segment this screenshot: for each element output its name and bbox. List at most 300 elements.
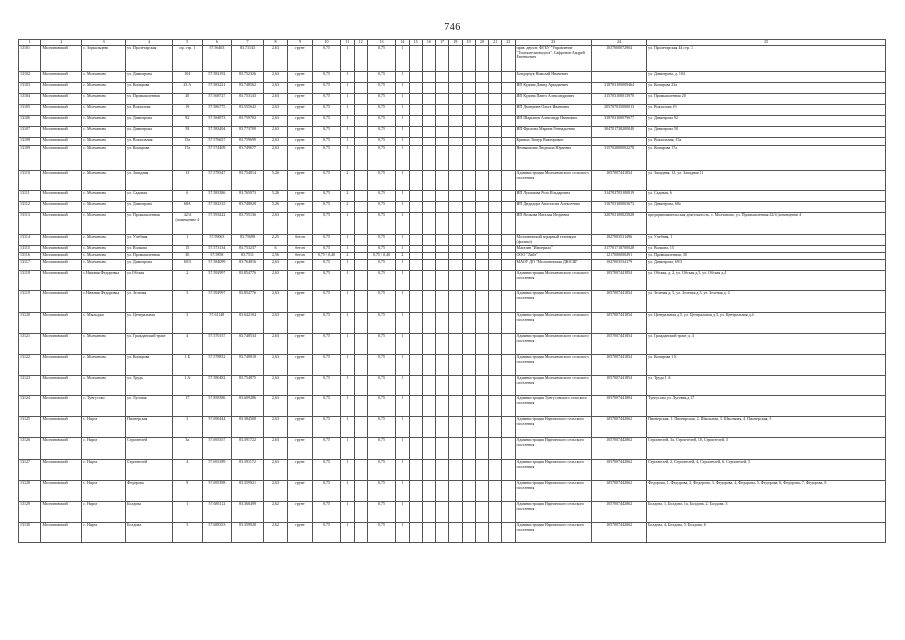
table-cell: 1 (341, 116, 354, 127)
table-cell (462, 376, 475, 396)
table-cell (449, 171, 462, 191)
table-cell (449, 438, 462, 460)
table-cell: 13 (173, 171, 203, 191)
table-cell: 0,75 (312, 260, 341, 271)
table-cell (436, 481, 449, 502)
table-cell (462, 83, 475, 94)
table-cell: 0,75 (312, 171, 341, 191)
table-cell: Администрация Молчановского сельского поселения (515, 291, 592, 313)
table-cell: 315703100013970 (592, 94, 647, 105)
table-cell (436, 146, 449, 171)
table-cell: 5 (173, 523, 203, 543)
table-cell: Администрация Наргинского сельского поселения (515, 460, 592, 481)
table-cell: 57.592997 (202, 291, 232, 313)
table-cell: 57.592997 (202, 271, 232, 291)
table-cell: 1 (396, 105, 409, 116)
table-cell (449, 246, 462, 253)
table-cell: с. Нарга (82, 502, 126, 523)
table-cell: 57.583386 (202, 191, 232, 202)
table-cell (502, 417, 515, 438)
table-cell: 57.586775 (202, 105, 232, 116)
table-cell (502, 481, 515, 502)
table-row (19, 94, 886, 105)
table-row (19, 502, 886, 523)
table-cell (475, 213, 488, 235)
table-cell (475, 460, 488, 481)
table-cell (475, 138, 488, 146)
table-cell: грунт (288, 260, 312, 271)
table-cell: ул. Комарова (126, 146, 173, 171)
column-number-15: 15 (409, 40, 422, 46)
table-cell (489, 213, 502, 235)
table-cell: Тунгусово ул. Луговая,д.17 (647, 396, 886, 417)
table-cell (502, 46, 515, 72)
table-cell: ул. Димитрова (126, 116, 173, 127)
table-cell: Администрация Наргинского сельского поселения (515, 523, 592, 543)
table-cell (475, 72, 488, 83)
table-cell (475, 94, 488, 105)
table-cell: ул. Вокзалова (126, 105, 173, 116)
table-cell (436, 396, 449, 417)
table-cell: Кривых Тимур Викторович (515, 138, 592, 146)
table-cell: Молчановский (41, 313, 82, 334)
table-cell (502, 105, 515, 116)
table-cell: Молчановский (41, 246, 82, 253)
table-cell (449, 481, 462, 502)
table-cell (354, 246, 367, 253)
table-cell (436, 235, 449, 246)
table-cell: 1 (396, 291, 409, 313)
table-cell (502, 116, 515, 127)
table-cell (489, 523, 502, 543)
table-cell: 304701738200040 (592, 127, 647, 138)
table-cell (502, 396, 515, 417)
table-cell (422, 396, 435, 417)
table-cell: 57.695357 (202, 438, 232, 460)
table-row (19, 116, 886, 127)
table-cell: 83.609286 (232, 396, 264, 417)
table-cell (422, 260, 435, 271)
table-cell: Болдова (126, 523, 173, 543)
table-cell (462, 481, 475, 502)
table-cell: грунт (288, 72, 312, 83)
table-row (19, 146, 886, 171)
table-cell: ул. Западная, 13, ул. Западная 11 (647, 171, 886, 191)
table-cell: 1 (396, 127, 409, 138)
table-cell (462, 246, 475, 253)
column-number-19: 19 (462, 40, 475, 46)
table-cell: 83.752326 (232, 72, 264, 83)
table-cell (502, 146, 515, 171)
table-cell: 23 А (173, 83, 203, 94)
table-cell: ИП Кудина Павел Александрович (515, 94, 592, 105)
table-cell: 1 (341, 313, 354, 334)
table-cell: 1 (396, 334, 409, 355)
table-cell (489, 72, 502, 83)
table-cell: 2,63 (263, 271, 287, 291)
table-cell (449, 460, 462, 481)
table-cell: 83.753143 (232, 94, 264, 105)
table-cell: 13121 (19, 334, 41, 355)
table-cell: 83.759699 (232, 138, 264, 146)
table-cell (422, 313, 435, 334)
column-number-25: 25 (647, 40, 886, 46)
table-cell: 83.7511 (232, 253, 264, 260)
table-cell: 1 (396, 246, 409, 253)
table-cell: Пионерская, 1. Пионерская, 2. Школьная, 3. Школьная, 4. Пионерская, 5 (647, 417, 886, 438)
table-cell (489, 105, 502, 116)
table-cell: 2,62 (263, 502, 287, 523)
table-cell (462, 291, 475, 313)
table-cell (462, 355, 475, 376)
table-cell (409, 171, 422, 191)
column-number-14: 14 (396, 40, 409, 46)
table-cell: 2,56 (263, 253, 287, 260)
table-cell: ул. Зеленая (126, 291, 173, 313)
table-cell (449, 116, 462, 127)
table-cell (409, 191, 422, 202)
table-cell: прав. двухэт. ФГБУ "Управление "Томскмелиоводхоз". Сафронов Андрей Евгеньевич (515, 46, 592, 72)
table-cell: 2,63 (263, 481, 287, 502)
table-cell: 83.759702 (232, 116, 264, 127)
table-cell: ИП Дидидора Анастасия Алексеевна (515, 202, 592, 213)
table-cell: 0,75 (312, 438, 341, 460)
table-cell (354, 253, 367, 260)
table-cell: 57.576657 (202, 138, 232, 146)
table-cell: 57.685112 (202, 502, 232, 523)
table-cell (489, 138, 502, 146)
table-row (19, 417, 886, 438)
table-cell: Молчановский (41, 396, 82, 417)
table-cell: 42/4 (помещение 4 (173, 213, 203, 235)
table-cell (436, 72, 449, 83)
table-cell: ул. Зеленая д. 5, ул. Зеленая д.3, ул. Зеленая д. 4 (647, 291, 886, 313)
table-cell (422, 146, 435, 171)
column-number-8: 8 (263, 40, 287, 46)
table-cell: 315702800002278 (592, 146, 647, 171)
table-row (19, 213, 886, 235)
table-cell (489, 334, 502, 355)
table-cell: 1 (396, 213, 409, 235)
table-cell: 2,63 (263, 213, 287, 235)
table-cell: 57.574409 (202, 146, 232, 171)
table-cell: 0,75 (367, 94, 396, 105)
table-cell: 83.748028 (232, 202, 264, 213)
table-cell: 0,75 (312, 271, 341, 291)
table-cell (475, 355, 488, 376)
table-cell (489, 271, 502, 291)
table-cell (449, 191, 462, 202)
table-cell: бетон (288, 235, 312, 246)
table-row (19, 355, 886, 376)
table-cell (502, 334, 515, 355)
table-cell (409, 127, 422, 138)
table-cell (462, 417, 475, 438)
table-cell: 1 А (173, 376, 203, 396)
table-cell: грунт (288, 138, 312, 146)
table-cell: 2 (173, 271, 203, 291)
table-cell: 1057007441854 (592, 171, 647, 191)
table-cell: 83.773709 (232, 127, 264, 138)
table-cell (502, 313, 515, 334)
table-cell (436, 438, 449, 460)
table-cell (354, 127, 367, 138)
table-row (19, 376, 886, 396)
table-cell (436, 191, 449, 202)
table-cell (489, 202, 502, 213)
table-cell: ул. Волкова (126, 246, 173, 253)
table-row (19, 481, 886, 502)
column-number-17: 17 (436, 40, 449, 46)
table-cell (409, 72, 422, 83)
table-cell: с. Молчаново (82, 213, 126, 235)
table-cell: 0,75 (312, 291, 341, 313)
table-cell: ул. Димитрова (126, 202, 173, 213)
table-cell: ул. Садовая, 6 (647, 191, 886, 202)
table-cell (354, 334, 367, 355)
table-cell: с. Молчаново (82, 334, 126, 355)
table-cell (462, 138, 475, 146)
table-cell (409, 46, 422, 72)
column-number-1: 1 (19, 40, 41, 46)
table-cell (422, 355, 435, 376)
table-cell (475, 502, 488, 523)
table-cell: 4 (173, 334, 203, 355)
table-cell: 1 (396, 376, 409, 396)
table-cell (436, 127, 449, 138)
table-cell: ул. Учебная (126, 235, 173, 246)
table-cell (422, 235, 435, 246)
table-row (19, 460, 886, 481)
table-cell (409, 260, 422, 271)
table-cell: 5 (173, 417, 203, 438)
table-cell (449, 105, 462, 116)
table-cell (502, 460, 515, 481)
table-cell: 0,75 (367, 235, 396, 246)
table-cell (462, 334, 475, 355)
table-cell (475, 481, 488, 502)
table-cell: грунт (288, 146, 312, 171)
table-cell: 0,75 (367, 213, 396, 235)
column-number-7: 7 (232, 40, 264, 46)
table-cell (475, 127, 488, 138)
table-cell: Молчановский (41, 72, 82, 83)
table-cell: 0,75 (312, 46, 341, 72)
table-cell (489, 260, 502, 271)
table-cell (475, 202, 488, 213)
table-cell: 83.748534 (232, 334, 264, 355)
table-cell: 320703100025828 (592, 213, 647, 235)
table-cell: 1 (396, 191, 409, 202)
table-cell: с. Тунгусово (82, 396, 126, 417)
table-cell: Молчановский аграрный техникум (филиал) (515, 235, 592, 246)
table-cell: 5,26 (263, 191, 287, 202)
table-cell: 0,75 / 0,40 (367, 253, 396, 260)
table-cell: пр. стр. 1 (173, 46, 203, 72)
table-cell: 0,75 (367, 271, 396, 291)
table-cell: 58 (173, 127, 203, 138)
table-cell (409, 83, 422, 94)
table-cell (354, 291, 367, 313)
table-cell: ул. Пролетарская 44 стр. 1 (647, 46, 886, 72)
table-cell: 57.584099 (202, 260, 232, 271)
table-cell: 13104 (19, 94, 41, 105)
table-cell: Молчановский (41, 116, 82, 127)
table-cell: 2,63 (263, 146, 287, 171)
table-cell: 83.854776 (232, 271, 264, 291)
table-cell (449, 138, 462, 146)
table-cell: 0,75 (312, 116, 341, 127)
table-cell: 13124 (19, 396, 41, 417)
table-cell: 2,63 (263, 313, 287, 334)
table-cell (409, 460, 422, 481)
table-cell: ИП Дмитриев Ольга Ивановна (515, 105, 592, 116)
table-cell: 69/3 (173, 260, 203, 271)
table-cell (449, 94, 462, 105)
table-cell (462, 191, 475, 202)
table-cell (489, 313, 502, 334)
table-cell: 0,75 (367, 417, 396, 438)
table-cell: 13114 (19, 235, 41, 246)
table-cell (489, 146, 502, 171)
table-cell: 318703100009464 (592, 83, 647, 94)
table-cell: бетон (288, 253, 312, 260)
table-cell: 0,75 (367, 116, 396, 127)
table-cell: Федорова (126, 481, 173, 502)
table-cell (422, 191, 435, 202)
table-cell: 0,75 (367, 313, 396, 334)
table-cell (436, 334, 449, 355)
table-cell: 2,63 (263, 138, 287, 146)
table-cell: ул. Пролетарская (126, 46, 173, 72)
table-cell: 2,63 (263, 72, 287, 83)
table-cell: 13103 (19, 83, 41, 94)
table-cell: 1 Б (173, 355, 203, 376)
table-cell: 2,63 (263, 260, 287, 271)
table-cell: 2,63 (263, 127, 287, 138)
table-cell: 13116 (19, 253, 41, 260)
table-cell (462, 460, 475, 481)
table-cell: ул. Промышленная 20 (647, 94, 886, 105)
table-cell: 1027003531496 (592, 235, 647, 246)
table-cell: 314703703100019 (592, 191, 647, 202)
table-cell: ИП Кудина Давид Аркадьевич (515, 83, 592, 94)
column-number-11: 11 (341, 40, 354, 46)
table-cell: 19 (173, 105, 203, 116)
table-cell: грунт (288, 83, 312, 94)
table-cell: Администрация Молчановского сельского поселения (515, 355, 592, 376)
table-cell: 1 (396, 72, 409, 83)
table-cell: 2,62 (263, 523, 287, 543)
table-cell: 83.642104 (232, 313, 264, 334)
table-cell: Строителей, 3а, Строителей, 10, Строителей, 3 (647, 438, 886, 460)
table-row (19, 523, 886, 543)
table-cell: Строителей, 2, Строителей, 4, Строителей, 6. Строителей, 5 (647, 460, 886, 481)
table-row (19, 313, 886, 334)
table-cell: Молчановский (41, 355, 82, 376)
table-cell: 1 (396, 116, 409, 127)
table-cell (475, 105, 488, 116)
table-cell: Молчановский (41, 202, 82, 213)
table-cell: Администрация Наргинского сельского поселения (515, 502, 592, 523)
table-cell (409, 116, 422, 127)
table-cell: 13101 (19, 46, 41, 72)
table-cell: 1057007441854 (592, 334, 647, 355)
table-cell: 2,63 (263, 105, 287, 116)
table-row (19, 105, 886, 116)
table-cell: с. Молчаново (82, 171, 126, 191)
table-cell: 5 (173, 313, 203, 334)
table-cell: 1057007441854 (592, 271, 647, 291)
table-cell: 15 (173, 246, 203, 253)
table-cell (502, 202, 515, 213)
table-cell: 83.73143 (232, 46, 264, 72)
table-cell: 1 (341, 127, 354, 138)
table-cell (354, 355, 367, 376)
table-cell: 1057007441854 (592, 291, 647, 313)
table-cell: Строителей (126, 460, 173, 481)
table-cell (422, 417, 435, 438)
table-cell: Молчановский (41, 460, 82, 481)
table-cell: 83.748018 (232, 355, 264, 376)
table-cell: грунт (288, 127, 312, 138)
table-cell: ул. Комарова 23а (647, 83, 886, 94)
table-cell (489, 94, 502, 105)
table-cell: ул. Садовая (126, 191, 173, 202)
table-cell: с. Молчаново (82, 260, 126, 271)
table-cell: 0,75 (367, 202, 396, 213)
table-cell: 0,75 (312, 72, 341, 83)
table-cell (422, 138, 435, 146)
table-cell: 83.384508 (232, 417, 264, 438)
table-cell (354, 94, 367, 105)
table-cell: 1057007441804 (592, 396, 647, 417)
table-cell (436, 105, 449, 116)
table-cell: 1 (341, 246, 354, 253)
table-cell (422, 127, 435, 138)
table-cell (489, 355, 502, 376)
table-cell: 13108 (19, 138, 41, 146)
table-cell: ул. Западная (126, 171, 173, 191)
table-cell: с. Нарга (82, 438, 126, 460)
table-cell (475, 46, 488, 72)
table-cell (449, 376, 462, 396)
table-cell (422, 291, 435, 313)
table-cell (449, 146, 462, 171)
table-cell: ул. Димитрова, 69/3 (647, 260, 886, 271)
table-cell (462, 202, 475, 213)
table-cell: 57.696444 (202, 417, 232, 438)
table-cell: 13102 (19, 72, 41, 83)
table-cell: 0,75 (312, 376, 341, 396)
table-cell: Болдова, 4, Болдова, 5. Болдова, 6 (647, 523, 886, 543)
table-cell: Молчановский (41, 291, 82, 313)
table-cell (475, 235, 488, 246)
table-row (19, 396, 886, 417)
table-cell: 1 (396, 46, 409, 72)
table-cell (422, 116, 435, 127)
table-cell: ул. Вокзалова 19 (647, 105, 886, 116)
table-cell: 0,75 (312, 83, 341, 94)
table-cell: 2,63 (263, 291, 287, 313)
table-cell: грунт (288, 502, 312, 523)
table-cell (354, 171, 367, 191)
table-cell (475, 171, 488, 191)
table-cell: ул. Комарова 17а (647, 146, 886, 171)
table-cell: 0,75 / 0,40 (312, 253, 341, 260)
table-cell (502, 127, 515, 138)
table-cell: 0,75 (312, 313, 341, 334)
